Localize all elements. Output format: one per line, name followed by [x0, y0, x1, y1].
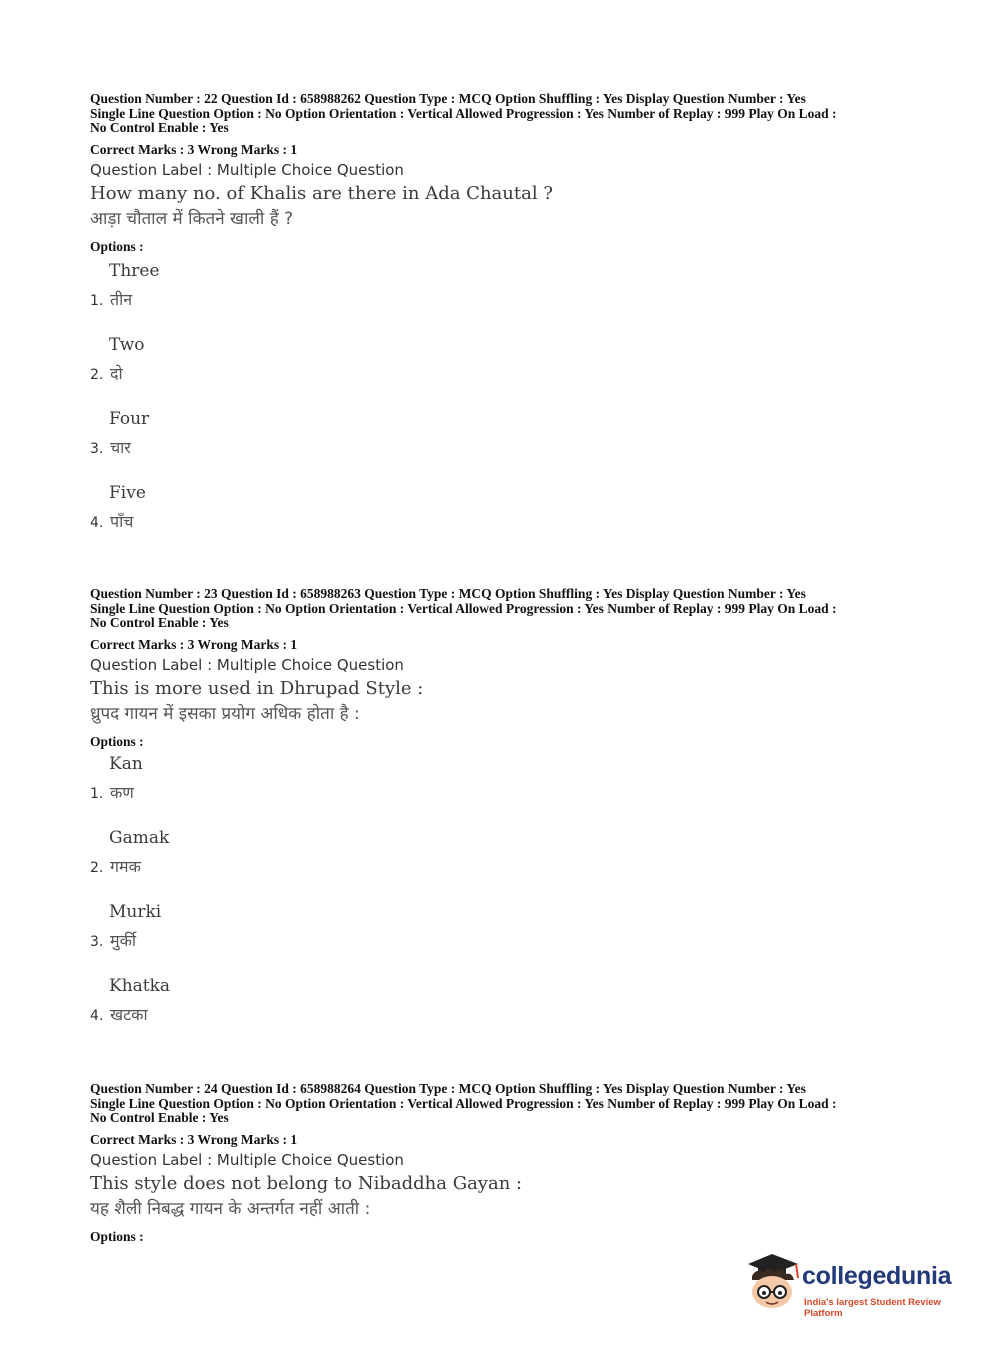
question-text-english: How many no. of Khalis are there in Ada Chautal ? — [90, 182, 553, 204]
question-text-hindi: यह शैली निबद्ध गायन के अन्तर्गत नहीं आती : — [90, 1198, 371, 1219]
option-text-english: Murki — [109, 901, 162, 922]
meta-line: Single Line Question Option : No Option Orientation : Vertical Allowed Progression : Yes Number of Replay : 999 Play On Load : — [90, 105, 837, 121]
options-heading: Options : — [90, 733, 144, 749]
option-number: 2. — [90, 366, 104, 383]
meta-line: No Control Enable : Yes — [90, 615, 229, 631]
option-text-english: Khatka — [109, 975, 171, 996]
option-number: 2. — [90, 859, 104, 876]
question-text-english: This style does not belong to Nibaddha Gayan : — [90, 1172, 523, 1194]
logo-tagline: India's largest Student Review Platform — [804, 1297, 941, 1319]
option-3[interactable] — [90, 409, 920, 483]
meta-line: Question Number : 24 Question Id : 658988264 Question Type : MCQ Option Shuffling : Yes Display Question Number : Yes — [90, 1081, 806, 1096]
question-text-hindi: ध्रुपद गायन में इसका प्रयोग अधिक होता है : — [90, 703, 360, 724]
options-heading: Options : — [90, 1228, 144, 1244]
question-label: Question Label : Multiple Choice Question — [90, 1150, 404, 1169]
option-text-hindi: दो — [110, 363, 123, 383]
option-4[interactable] — [90, 483, 920, 557]
option-number: 3. — [90, 440, 104, 457]
question-meta — [90, 1082, 920, 1126]
option-number: 1. — [90, 785, 104, 802]
option-number: 3. — [90, 933, 104, 950]
meta-line: Single Line Question Option : No Option Orientation : Vertical Allowed Progression : Yes Number of Replay : 999 Play On Load : — [90, 600, 837, 616]
meta-line: Question Number : 23 Question Id : 658988263 Question Type : MCQ Option Shuffling : Yes Display Question Number : Yes — [90, 586, 806, 601]
meta-line: No Control Enable : Yes — [90, 120, 229, 136]
option-text-hindi: मुर्की — [110, 930, 137, 950]
meta-line: Question Number : 22 Question Id : 658988262 Question Type : MCQ Option Shuffling : Yes Display Question Number : Yes — [90, 91, 806, 106]
question-text-english: This is more used in Dhrupad Style : — [90, 677, 424, 699]
option-1[interactable] — [90, 754, 920, 828]
question-label: Question Label : Multiple Choice Question — [90, 160, 404, 179]
collegedunia-logo — [742, 1250, 972, 1319]
option-text-english: Two — [109, 334, 145, 355]
option-2[interactable] — [90, 335, 920, 409]
option-number: 4. — [90, 1007, 104, 1024]
option-text-hindi: चार — [110, 437, 131, 457]
option-3[interactable] — [90, 902, 920, 976]
question-22 — [90, 92, 920, 557]
marks-line: Correct Marks : 3 Wrong Marks : 1 — [90, 1131, 298, 1147]
marks-line: Correct Marks : 3 Wrong Marks : 1 — [90, 141, 298, 157]
options-list — [90, 754, 920, 1050]
meta-line: Single Line Question Option : No Option Orientation : Vertical Allowed Progression : Yes Number of Replay : 999 Play On Load : — [90, 1095, 837, 1111]
option-1[interactable] — [90, 261, 920, 335]
option-4[interactable] — [90, 976, 920, 1050]
marks-line: Correct Marks : 3 Wrong Marks : 1 — [90, 636, 298, 652]
options-list — [90, 261, 920, 557]
logo-wordmark: collegedunia — [802, 1262, 952, 1290]
options-heading: Options : — [90, 238, 144, 254]
question-24 — [90, 1082, 920, 1245]
question-23 — [90, 587, 920, 1050]
question-text-hindi: आड़ा चौताल में कितने खाली हैं ? — [90, 208, 294, 229]
mascot-icon — [742, 1250, 804, 1314]
question-meta — [90, 92, 920, 136]
question-label: Question Label : Multiple Choice Question — [90, 655, 404, 674]
option-text-hindi: तीन — [110, 289, 133, 309]
option-text-english: Three — [109, 260, 160, 281]
option-text-hindi: पाँच — [110, 511, 134, 531]
option-2[interactable] — [90, 828, 920, 902]
meta-line: No Control Enable : Yes — [90, 1110, 229, 1126]
option-text-english: Five — [109, 482, 146, 503]
option-text-hindi: खटका — [110, 1004, 148, 1024]
question-meta — [90, 587, 920, 631]
option-text-english: Gamak — [109, 827, 170, 848]
option-text-english: Four — [109, 408, 150, 429]
option-number: 4. — [90, 514, 104, 531]
option-text-hindi: कण — [110, 782, 134, 802]
option-text-english: Kan — [109, 753, 143, 774]
option-text-hindi: गमक — [110, 856, 141, 876]
option-number: 1. — [90, 292, 104, 309]
